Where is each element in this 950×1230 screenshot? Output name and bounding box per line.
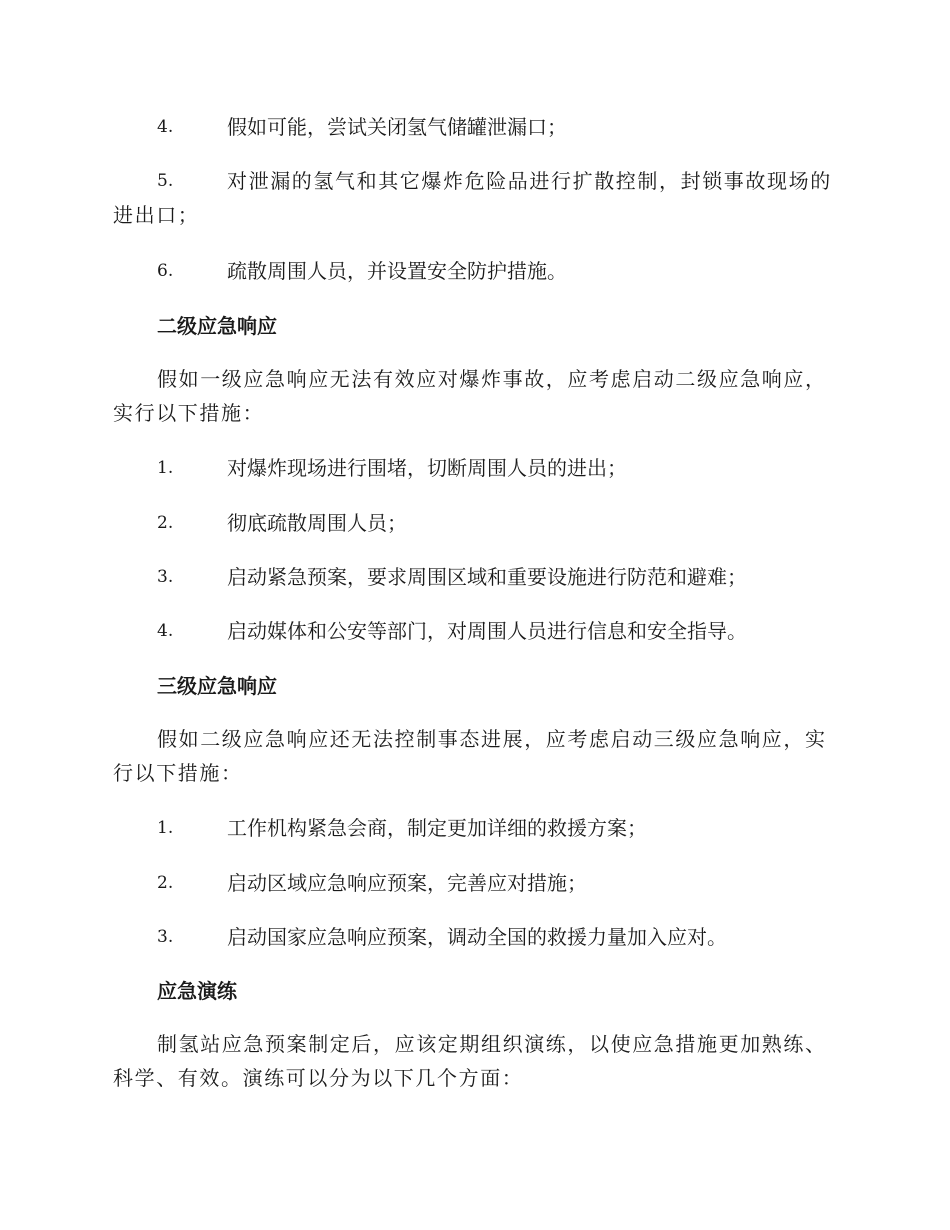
list-item [113, 560, 838, 594]
list-item [113, 920, 838, 954]
list-number: 3. [157, 567, 174, 587]
list-text: 启动国家应急响应预案，调动全国的救援力量加入应对。 [227, 925, 727, 949]
list-number: 4. [157, 621, 174, 641]
list-item [113, 506, 838, 540]
list-item [113, 164, 838, 232]
list-number: 2. [157, 873, 174, 893]
section-heading: 应急演练 [157, 979, 237, 1003]
list-text: 启动紧急预案，要求周围区域和重要设施进行防范和避难； [227, 565, 747, 589]
list-text: 疏散周围人员，并设置安全防护措施。 [227, 259, 567, 283]
list-number: 4. [157, 117, 174, 137]
list-item [113, 866, 838, 900]
list-text: 对爆炸现场进行围堵，切断周围人员的进出； [227, 456, 627, 480]
paragraph: 制氢站应急预案制定后，应该定期组织演练，以使应急措施更加熟练、科学、有效。演练可以分为以下几个方面： [113, 1032, 827, 1090]
list-number: 1. [157, 458, 174, 478]
section-heading: 三级应急响应 [157, 674, 277, 698]
list-text: 启动区域应急响应预案，完善应对措施； [227, 871, 587, 895]
section-heading: 二级应急响应 [157, 314, 277, 338]
paragraph: 假如一级应急响应无法有效应对爆炸事故，应考虑启动二级应急响应，实行以下措施： [113, 367, 827, 425]
list-number: 6. [157, 261, 174, 281]
list-text: 彻底疏散周围人员； [227, 511, 407, 535]
list-item [113, 110, 838, 144]
list-number: 5. [157, 171, 174, 191]
list-item [113, 811, 838, 845]
list-number: 2. [157, 513, 174, 533]
list-item [113, 614, 838, 648]
list-number: 3. [157, 927, 174, 947]
list-text: 假如可能，尝试关闭氢气储罐泄漏口； [227, 115, 567, 139]
list-item [113, 451, 838, 485]
list-item [113, 254, 838, 288]
list-text: 对泄漏的氢气和其它爆炸危险品进行扩散控制，封锁事故现场的进出口； [113, 169, 832, 227]
list-text: 启动媒体和公安等部门，对周围人员进行信息和安全指导。 [227, 619, 747, 643]
list-text: 工作机构紧急会商，制定更加详细的救援方案； [227, 816, 647, 840]
list-number: 1. [157, 818, 174, 838]
paragraph: 假如二级应急响应还无法控制事态进展，应考虑启动三级应急响应，实行以下措施： [113, 727, 827, 785]
